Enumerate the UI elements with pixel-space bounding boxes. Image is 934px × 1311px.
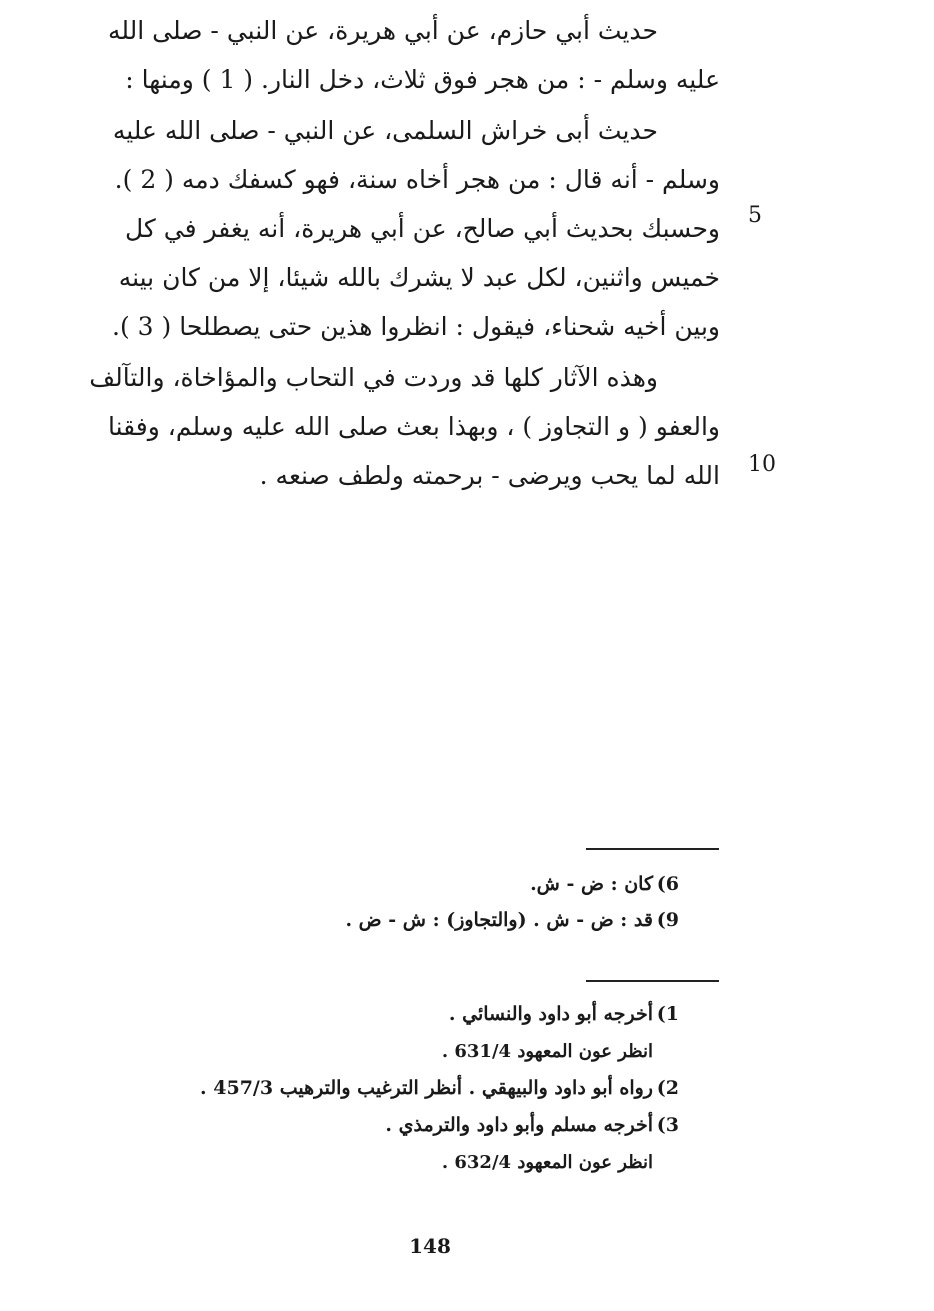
footnote-number: 3) — [656, 1114, 679, 1136]
footnote-text: أخرجه أبو داود والنسائي . — [448, 1003, 653, 1025]
line-number-5: 5 — [748, 203, 762, 228]
variant-row — [79, 902, 679, 938]
paragraph-3 — [70, 353, 720, 500]
footnote-text: أخرجه مسلم وأبو داود والترمذي . — [385, 1114, 653, 1136]
footnote-row — [79, 1070, 679, 1107]
footnote-text: رواه أبو داود والبيهقي . أنظر الترغيب والترهيب 457/3 . — [200, 1077, 653, 1099]
text-line: خميس واثنين، لكل عبد لا يشرك بالله شيئا، إلا من كان بينه — [118, 263, 720, 292]
variant-readings — [79, 866, 679, 938]
line-number-10: 10 — [748, 452, 776, 477]
text-line: وهذه الآثار كلها قد وردت في التحاب والمؤاخاة، والتآلف — [89, 363, 658, 392]
variant-text: كان : ض - ش. — [530, 873, 653, 895]
footnote-number: 2) — [656, 1077, 679, 1099]
footnotes-divider — [586, 980, 719, 982]
paragraph-1 — [70, 6, 720, 104]
text-line: وبين أخيه شحناء، فيقول : انظروا هذين حتى يصطلحا ( 3 ). — [112, 312, 720, 341]
text-line: والعفو ( و التجاوز ) ، وبهذا بعث صلى الله عليه وسلم، وفقنا — [107, 412, 720, 441]
variant-number: 9) — [656, 909, 679, 931]
variants-divider — [586, 848, 719, 850]
paragraph-2 — [70, 106, 720, 351]
footnotes — [79, 996, 679, 1181]
text-line: حديث أبي حازم، عن أبي هريرة، عن النبي - صلى الله — [107, 16, 658, 45]
text-line: وحسبك بحديث أبي صالح، عن أبي هريرة، أنه يغفر في كل — [124, 214, 720, 243]
text-line: عليه وسلم - : من هجر فوق ثلاث، دخل النار. ( 1 ) ومنها : — [125, 65, 720, 94]
page-number: 148 — [409, 1234, 451, 1258]
text-line: وسلم - أنه قال : من هجر أخاه سنة، فهو كسفك دمه ( 2 ). — [114, 165, 720, 194]
text-line: حديث أبى خراش السلمى، عن النبي - صلى الله عليه — [112, 116, 658, 145]
variant-text: قد : ض - ش . (والتجاوز) : ش - ض . — [345, 909, 653, 931]
variant-row — [79, 866, 679, 902]
text-line: الله لما يحب ويرضى - برحمته ولطف صنعه . — [259, 461, 720, 490]
footnote-reference: انظر عون المعهود 632/4 . — [441, 1152, 653, 1173]
footnote-reference: انظر عون المعهود 631/4 . — [441, 1041, 653, 1062]
footnote-row — [79, 1107, 679, 1144]
footnote-row — [79, 996, 679, 1033]
footnote-number: 1) — [656, 1003, 679, 1025]
variant-number: 6) — [656, 873, 679, 895]
